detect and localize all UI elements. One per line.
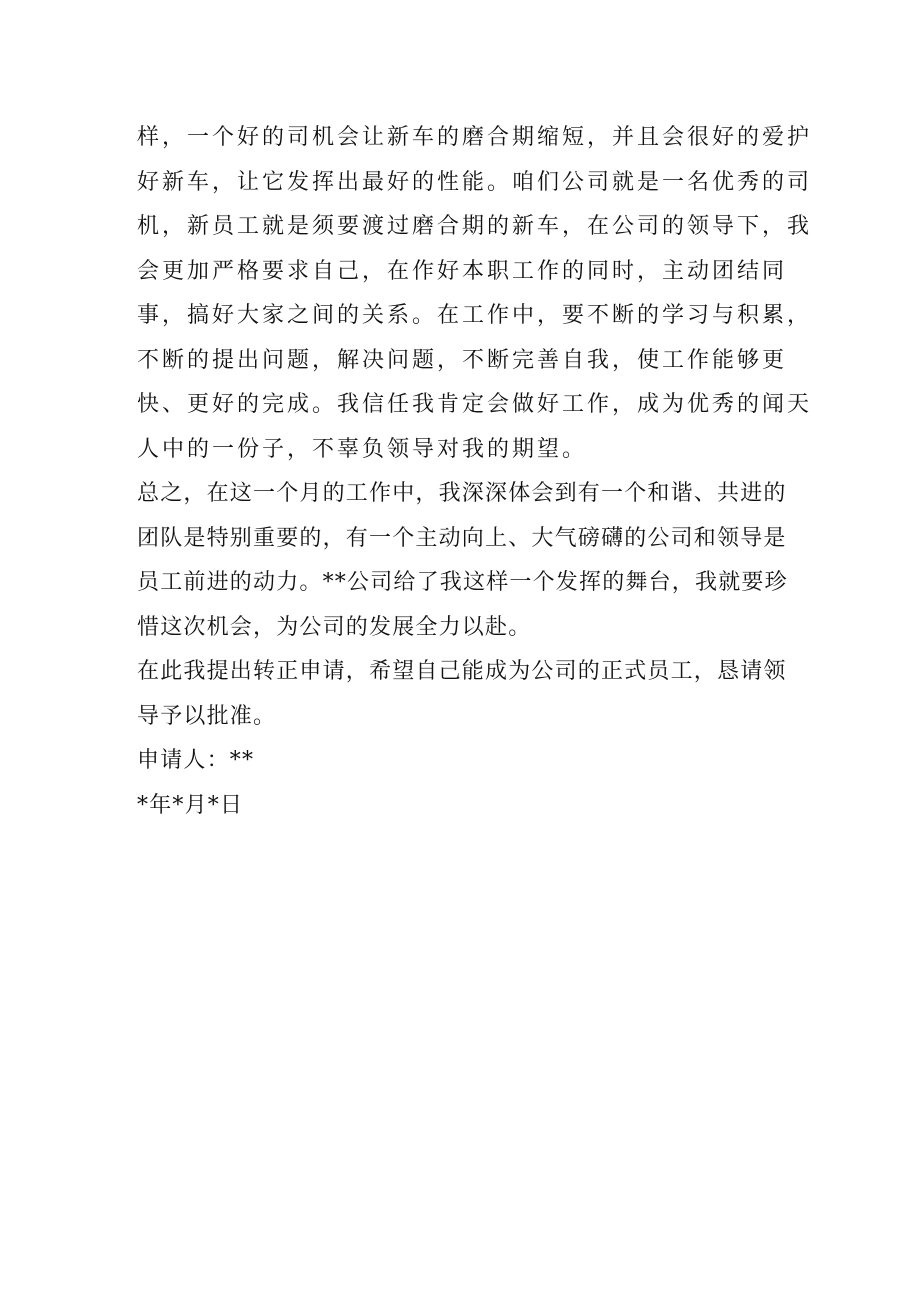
text-line: 人中的一份子，不辜负领导对我的期望。 [137,436,588,462]
text-line: 不断的提出问题，解决问题，不断完善自我，使工作能够更 [137,347,788,373]
text-line: 导予以批准。 [137,703,277,729]
text-line: 团队是特别重要的，有一个主动向上、大气磅礴的公司和领导是 [137,525,787,551]
text-line: 总之，在这一个月的工作中，我深深体会到有一个和谐、共进的 [137,481,787,506]
text-line: 机，新员工就是须要渡过磨合期的新车，在公司的领导下，我 [137,214,813,239]
text-line: 事，搞好大家之间的关系。在工作中，要不断的学习与积累， [137,303,813,328]
text-line: 员工前进的动力。**公司给了我这样一个发挥的舞台，我就要珍 [137,570,788,595]
paragraph-2 [137,472,797,650]
applicant-line: 申请人：** [137,748,255,773]
text-line: 在此我提出转正申请，希望自己能成为公司的正式员工，恳请领 [137,659,787,684]
text-line: 惜这次机会，为公司的发展全力以赴。 [137,614,532,640]
signature-block [137,739,797,828]
text-line: 会更加严格要求自己，在作好本职工作的同时，主动团结同 [137,258,788,284]
paragraph-1 [137,116,813,472]
text-line: 样，一个好的司机会让新车的磨合期缩短，并且会很好的爱护 [137,125,813,150]
paragraph-3 [137,650,797,739]
date-line: *年*月*日 [137,792,244,818]
text-line: 好新车，让它发挥出最好的性能。咱们公司就是一名优秀的司 [137,169,813,195]
document-body [137,116,813,828]
text-line: 快、更好的完成。我信任我肯定会做好工作，成为优秀的闻天 [137,392,813,417]
